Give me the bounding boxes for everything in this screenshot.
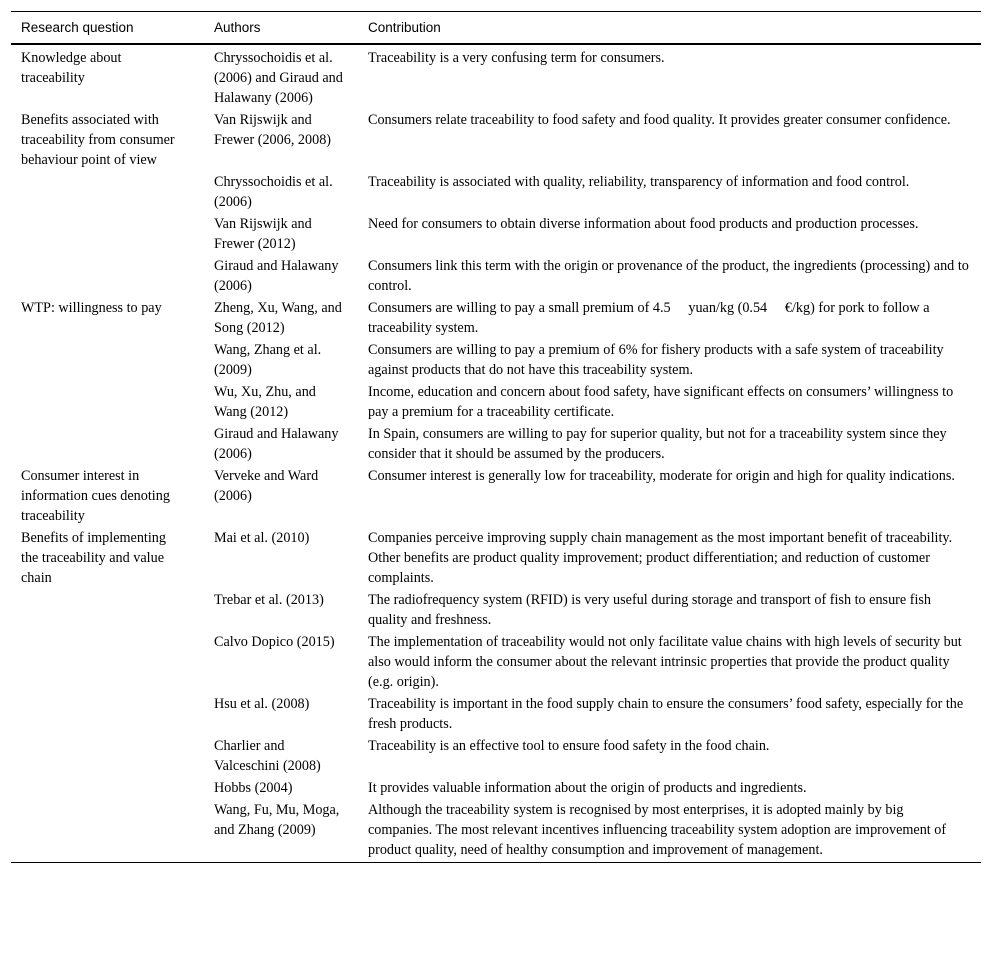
cell-contribution: Traceability is an effective tool to ensure food safety in the food chain.	[368, 738, 770, 754]
table-row	[11, 255, 981, 297]
cell-research-question	[11, 213, 204, 255]
table-row	[11, 381, 981, 423]
table-row	[11, 735, 981, 777]
cell-research-question: WTP: willingness to pay	[21, 300, 162, 316]
header-authors: Authors	[204, 12, 358, 45]
cell-authors: Giraud and Halawany (2006)	[214, 258, 339, 294]
table-row	[11, 465, 981, 527]
cell-authors: Verveke and Ward (2006)	[214, 468, 319, 504]
cell-contribution: Income, education and concern about food safety, have significant effects on consumers’ willingness to pay a premium for a traceability certificate.	[368, 384, 954, 420]
table-header-row	[11, 12, 981, 45]
table-row	[11, 44, 981, 109]
header-research-question: Research question	[11, 12, 204, 45]
cell-research-question	[11, 693, 204, 735]
cell-contribution: In Spain, consumers are willing to pay for superior quality, but not for a traceability system since they consider that it should be assumed by the producers.	[368, 426, 947, 462]
cell-authors: Trebar et al. (2013)	[214, 592, 324, 608]
cell-authors: Hsu et al. (2008)	[214, 696, 310, 712]
cell-contribution: Need for consumers to obtain diverse information about food products and production processes.	[368, 216, 919, 232]
cell-authors: Mai et al. (2010)	[214, 530, 310, 546]
cell-research-question	[11, 423, 204, 465]
cell-research-question	[11, 381, 204, 423]
cell-research-question	[11, 171, 204, 213]
cell-contribution: Traceability is a very confusing term for consumers.	[368, 50, 665, 66]
table-row	[11, 109, 981, 171]
cell-research-question: Consumer interest in information cues denoting traceability	[21, 468, 170, 524]
cell-authors: Chryssochoidis et al. (2006)	[214, 174, 333, 210]
cell-contribution: The implementation of traceability would not only facilitate value chains with high levels of security but also would inform the consumer about the relevant intrinsic properties that provide the product quality (e.g. origin).	[368, 634, 962, 690]
cell-authors: Charlier and Valceschini (2008)	[214, 738, 321, 774]
cell-authors: Hobbs (2004)	[214, 780, 293, 796]
table-row	[11, 777, 981, 799]
cell-contribution: Consumers relate traceability to food safety and food quality. It provides greater consumer confidence.	[368, 112, 951, 128]
cell-research-question	[11, 631, 204, 693]
cell-contribution: The radiofrequency system (RFID) is very useful during storage and transport of fish to ensure fish quality and freshness.	[368, 592, 932, 628]
cell-research-question: Benefits associated with traceability from consumer behaviour point of view	[21, 112, 175, 168]
cell-contribution: Traceability is important in the food supply chain to ensure the consumers’ food safety, especially for the fresh products.	[368, 696, 964, 732]
cell-research-question	[11, 339, 204, 381]
cell-authors: Calvo Dopico (2015)	[214, 634, 335, 650]
cell-research-question	[11, 735, 204, 777]
cell-contribution: Consumers link this term with the origin or provenance of the product, the ingredients (processing) and to control.	[368, 258, 969, 294]
table-row	[11, 339, 981, 381]
cell-authors: Van Rijswijk and Frewer (2006, 2008)	[214, 112, 332, 148]
table-row	[11, 423, 981, 465]
table-row	[11, 213, 981, 255]
table-row	[11, 631, 981, 693]
table-row	[11, 171, 981, 213]
cell-contribution: Consumers are willing to pay a small premium of 4.5 yuan/kg (0.54 €/kg) for pork to follow a traceability system.	[368, 300, 930, 336]
cell-contribution: Although the traceability system is recognised by most enterprises, it is adopted mainly by big companies. The most relevant incentives influencing traceability system adoption are improvement of product quality, need of healthy consumption and improvement of management.	[358, 799, 981, 863]
cell-authors: Wu, Xu, Zhu, and Wang (2012)	[214, 384, 316, 420]
table-row	[11, 297, 981, 339]
cell-authors: Wang, Zhang et al. (2009)	[214, 342, 322, 378]
cell-authors: Wang, Fu, Mu, Moga, and Zhang (2009)	[204, 799, 358, 863]
cell-contribution: Traceability is associated with quality, reliability, transparency of information and food control.	[368, 174, 910, 190]
research-table	[11, 11, 981, 863]
table-row	[11, 527, 981, 589]
cell-research-question: Knowledge about traceability	[21, 50, 122, 86]
cell-research-question	[11, 255, 204, 297]
cell-contribution: Consumer interest is generally low for traceability, moderate for origin and high for quality indications.	[368, 468, 955, 484]
cell-contribution: Consumers are willing to pay a premium of 6% for fishery products with a safe system of traceability against products that do not have this traceability system.	[368, 342, 944, 378]
cell-research-question	[11, 777, 204, 799]
cell-research-question	[11, 799, 204, 863]
table-row	[11, 589, 981, 631]
cell-research-question: Benefits of implementing the traceability and value chain	[21, 530, 166, 586]
cell-research-question	[11, 589, 204, 631]
cell-authors: Zheng, Xu, Wang, and Song (2012)	[214, 300, 342, 336]
table-row	[11, 799, 981, 863]
cell-authors: Giraud and Halawany (2006)	[214, 426, 339, 462]
cell-contribution: It provides valuable information about the origin of products and ingredients.	[368, 780, 807, 796]
header-contribution: Contribution	[358, 12, 981, 45]
cell-contribution: Companies perceive improving supply chain management as the most important benefit of traceability. Other benefits are product quality improvement; product differentiation; and reduction of customer complaints.	[368, 530, 953, 586]
table-row	[11, 693, 981, 735]
cell-authors: Van Rijswijk and Frewer (2012)	[214, 216, 312, 252]
cell-authors: Chryssochoidis et al. (2006) and Giraud and Halawany (2006)	[214, 50, 343, 106]
